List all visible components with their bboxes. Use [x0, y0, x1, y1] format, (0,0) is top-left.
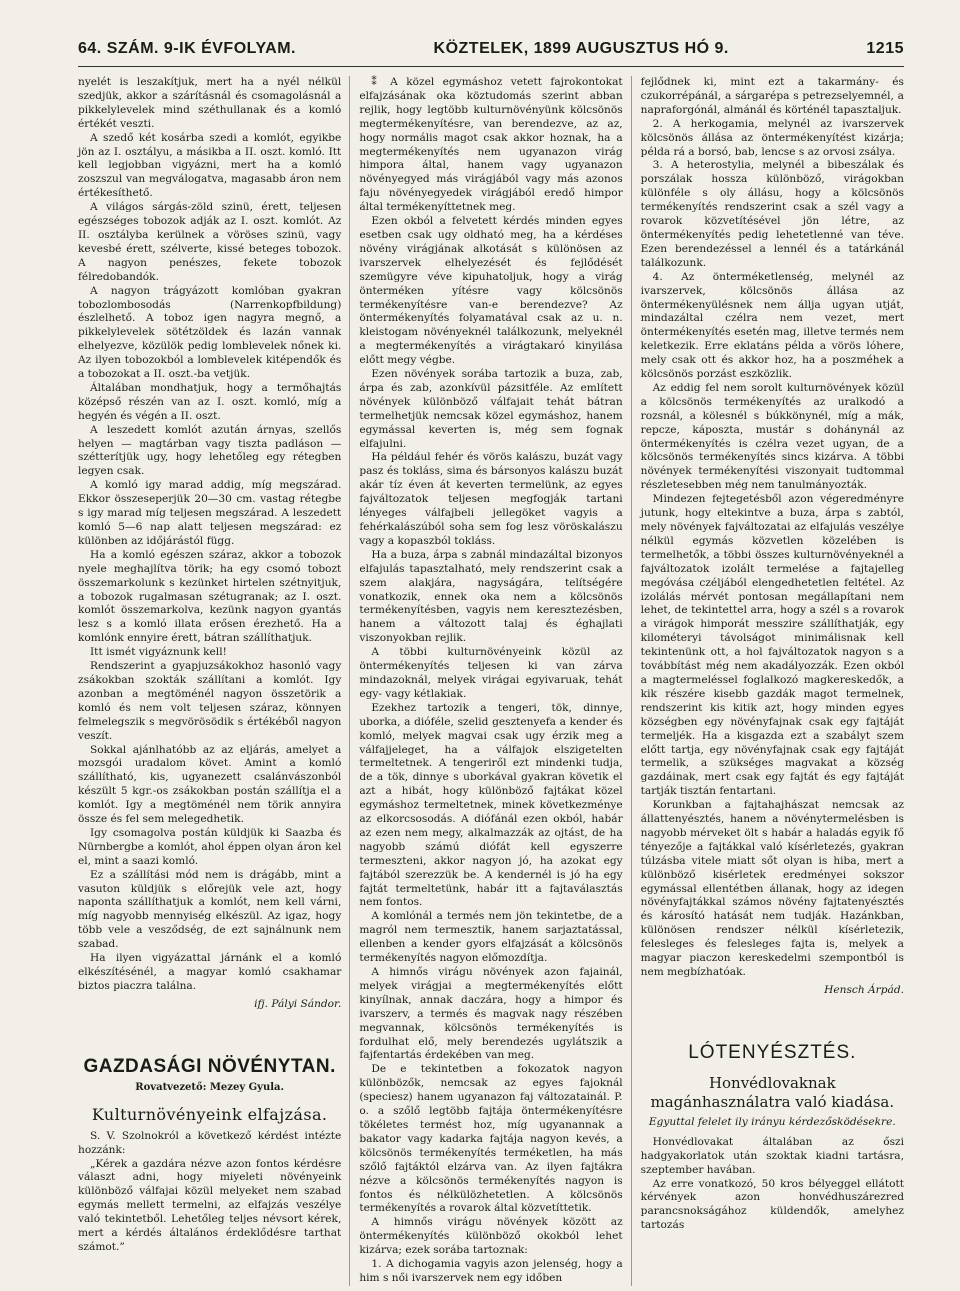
column-left [78, 76, 341, 1286]
article-subtitle: Egyuttal felelet ily irányu kérdezősködésekre. [648, 1115, 896, 1128]
paragraph: Korunkban a fajtahajhászat nemcsak az állattenyésztés, hanem a növénytermelésben is nagyobb mérveket ölt s habár a haladás egyik fő tényezője a fajtákkal való kísérletezés, gyakran túlzásba vitele miatt sőt olyan is hiba, mert a különböző kisérletek eredményei sokszor egymással ellentétben állanak, hogy az idegen növényfajtákkal számos növény fajtatenyésztés és károsító hatását nem tudják. Hazánkban, különösen rendszer nélkül kísérletezik, felesleges és felesleges fajta is, melyek a magyar piaczon kereskedelmi szempontból is nem megbízhatóak. [640, 799, 904, 978]
paragraph: Ha a buza, árpa s zabnál mindazáltal bizonyos elfajulás tapasztalható, mely rendszerint csak a szem alakjára, nagyságára, telítségére vonatkozik, ennek oka nem a kölcsönös termékenyítésben, vagyis nem keresztezésben, hanem a változott talaj és éghajlati viszonyokban rejlik. [359, 548, 623, 645]
paragraph: S. V. Szolnokról a következő kérdést intézte hozzánk: [78, 1129, 342, 1156]
section-title: LÓTENYÉSZTÉS. [688, 1041, 857, 1063]
paragraph: Rendszerint a gyapjuzsákokhoz hasonló vagy zsákokban szokták szállítani a komlót. Igy azonban a megtöménél nagyon összetörik a komló és nem volt teljesen száraz, könnyen felmelegszik s megvörösödik s értékéből nagyon veszít. [78, 660, 342, 742]
column-middle [359, 76, 622, 1286]
paragraph: A többi kulturnövényeink közül az öntermékenyítés teljesen ki van zárva mindazoknál, melyek virágai egyivaruak, tehát egy- vagy kétlakiak. [359, 646, 623, 700]
paragraph: A leszedett komlót azután árnyas, szellős helyen — magtárban vagy tiszta padláson — szétterítjük ugy, hogy lehetőleg egy rétegben legyen csak. [78, 423, 342, 478]
author-signature: ifj. Pályi Sándor. [254, 997, 342, 1010]
section-title: GAZDASÁGI NÖVÉNYTAN. [83, 1055, 336, 1077]
article-title: Honvédlovaknak magánhasználatra való kiadása. [650, 1073, 895, 1111]
paragraph: A komló igy marad addig, míg megszárad. Ekkor összeseperjük 20—30 cm. vastag rétegbe s igy marad míg teljesen megszárad. A leszedett komló 5—6 nap alatt teljesen megszárad: ez különben az időjárástól függ. [78, 479, 342, 547]
paragraph: Mindezen fejtegetésből azon végeredményre jutunk, hogy eltekintve a buza, árpa s zabtól, mely növények fajváltozatai az elfajulás veszélye nélkül egymás közvetlen közelében is termelhetők, a többi összes kulturnövényeknél a fajváltozatok izolált termelése a fajtajelleg megóvása czéljából elengedhetetlen feltétel. Az izolálás mérvét pontosan megállapítani nem lehet, de tekintettel arra, hogy a szél s a rovarok a virágok himporát messzire szállíthatják, egy kilométeryi távolságot minimálisnak kell tekintenünk ott, a hol fajváltozatok nagyon s a továbbítást még nem akadályozzák. Ezen okból a magtermeléssel foglalkozó magkereskedők, a kik részére kisebb gazdák magot termelnek, rendszerint kis kitik azt, hogy minden egyes községben egy növényfajnak csak egy fajtáját termeljék. Ha a kisgazda ezt a szabályt szem előtt tartja, egy növényfajnak csak egy fajtáját termelik, a szükséges magvakat a község gazdáinak, mert csak egy fajtát és egy fajtáját tartják tisztán fentartani. [640, 493, 904, 798]
list-item: 1. A dichogamia vagyis azon jelenség, hogy a him s női ivarszervek nem egy időben [359, 1258, 623, 1284]
publication-date: KÖZTELEK, 1899 AUGUSZTUS HÓ 9. [433, 40, 729, 57]
paragraph: Az erre vonatkozó, 50 kros bélyeggel ellátott kérvények azon honvédhuszárezred parancsnokságához küldendők, amelyhez tartozás [640, 1177, 904, 1232]
paragraph: Ha ilyen vigyázattal járnánk el a komló elkészítésénél, a magyar komló csakhamar biztos piaczra találna. [78, 952, 342, 992]
paragraph: A komlónál a termés nem jön tekintetbe, de a magról nem termesztik, hanem sarjaztatással, ellenben a kender gyors elfajzását a kölcsönös termékenyítés nagyon előmozdítja. [359, 910, 623, 965]
paragraph: Ezekhez tartozik a tengeri, tök, dinnye, uborka, a dióféle, szelid gesztenyefa a kender és komló, melyek magvai csak ugy érzik meg a válfajjeleget, ha a válfajok elszigetelten termeltetnek. A tengeriről ezt mindenki tudja, de a tök, dinnye s uborkával gyakran követik el azt a hibát, hogy különböző fajtákat közel egymáshoz termeltetnek, minek következménye az elkorcsosodás. A diófánál ezen okból, habár az ezen nem megy, alkalmazzák az ojtást, de ha nagyobb számú diófát kell egyszerre termeszteni, akkor nagyon jó, ha azokat egy fajtából szerezzük be. A kendernél is jó ha egy fajtát termeltetünk, habár itt a fajtaválasztás nem fontos. [359, 701, 623, 909]
paragraph: nyelét is leszakítjuk, mert ha a nyél nélkül szedjük, akkor a szárításnál és csomagolásnál a pikkelylevelek mind széthullanak és a komló értékét veszti. [78, 76, 342, 130]
paragraph: Általában mondhatjuk, hogy a termőhajtás középső részén van az I. oszt. komló, míg a hegyén és végén a II. oszt. [78, 381, 342, 422]
paragraph: Ezen okból a felvetett kérdés minden egyes esetben csak ugy oldható meg, ha a kérdéses növény virágjának alkotását s különösen az ivarszervek elhelyezését és fejlődését szemügyre véve kipuhatoljuk, hogy a virág önterméken yítésre vagy kölcsönös termékenyítésre van-e berendezve? Az öntermékenyítés folyamatával csak az u. n. kleistogam növényeknél találkozunk, melyeknél a megtermékenyítés a virágtakaró kinyilása előtt megy végbe. [359, 215, 623, 367]
section-editor: Rovatvezető: Mezey Gyula. [135, 1081, 285, 1093]
paragraph: 2. A herkogamia, melynél az ivarszervek kölcsönös állása az öntermékenyítést kizárja; példa rá a borsó, bab, lencse s az orvosi zsálya. [640, 117, 904, 158]
paragraph: Ha a komló egészen száraz, akkor a tobozok nyele meghajlítva törik; ha egy csomó tobozt összemarkolunk s kezünket hirtelen szétnyitjuk, a tobozok rugalmasan szétugranak; az I. oszt. komlót összemarkolva, kezünk nagyon gyantás lesz s a komló illata erősen érezhető. Ha a komlónk ennyire érett, bátran szállíthatjuk. [78, 548, 342, 645]
paragraph: A himnős virágu növények azon fajainál, melyek virágjai a megtermékenyítés előtt kinyílnak, annak daczára, hogy a himpor és ivarszerv, a termés és magvak nagy részében megvannak, kölcsönös termékenyítés is fordulhat elő, mely berendezés ugylátszik a fajfentartás érdekében van meg. [359, 966, 623, 1062]
paragraph: Az eddig fel nem sorolt kulturnövények közül a kölcsönös termékenyítés az uralkodó a rozsnál, a kölesnél s búkkönynél, míg a mák, repcze, káposzta, mustár s dohánynál az öntermékenyítés is czélra vezet ugyan, de a kölcsönös termékenyítés sincs kizárva. A többi növények termékenyítési viszonyait tudtommal részletesebben még nem tanulmányozták. [640, 381, 904, 492]
paragraph: fejlődnek ki, mint ezt a takarmány- és czukorrépánál, a sárgarépa s petrezselyemnél, a napraforgónál, almánál és körténél tapasztaljuk. [640, 76, 904, 116]
paragraph: A nagyon trágyázott komlóban gyakran tobozlombosodás (Narrenkopfbildung) észlelhető. A toboz igen nagyra megnő, a pikkelylevelek sötétzöldek és lazán vannak elhelyezve, közülök pedig lomblevelek nőnek ki. Az ilyen tobozokból a lomblevelek kitépendők és a tobozokat a II. oszt.-ba vetjük. [78, 284, 342, 381]
page-number: 1215 [866, 40, 904, 57]
paragraph: A világos sárgás-zöld szinü, érett, teljesen egészséges tobozok adják az I. oszt. komlót. Az II. osztályba kerülnek a vöröses szinü, vagy kevesbé érett, szélverte, kissé beteges tobozok. A nagyon penészes, fekete tobozok félredobandók. [78, 201, 342, 283]
issue-label: 64. SZÁM. 9-IK ÉVFOLYAM. [78, 40, 296, 57]
page-header [78, 40, 904, 64]
paragraph: „Kérek a gazdára nézve azon fontos kérdésre választ adni, hogy miyeleti növényeink különböző válfajai közül melyeket nem szabad egymás mellett termelni, az elfajzás veszélye való tekintetből. Lehetőleg teljes névsort kérek, mert a kérdés általános érdeklődésre tarthat számot.” [78, 1157, 342, 1253]
paragraph: 3. A heterostylia, melynél a bibeszálak és porszálak hossza különböző, virágokban különféle s oly állásu, hogy a kölcsönös termékenyítés rendszerint csak a szél vagy a rovarok közvetítésével jön létre, az öntermékenyítés pedig lehetetlenné van téve. Ezen berendezéssel a lennél és a tatárkánál találkozunk. [640, 159, 904, 269]
paragraph: Ez a szállítási mód nem is drágább, mint a vasuton küldjük s előrejük vele azt, hogy naponta szállíthatjuk a komlót, nem kell várni, míg nagyobb mennyiség elkészül. Az igaz, hogy több vele a vesződség, de ezt sajnálnunk nem szabad. [78, 868, 342, 951]
author-signature: Hensch Árpád. [824, 983, 904, 996]
paragraph: Igy csomagolva postán küldjük ki Saazba és Nürnbergbe a komlót, ahol éppen olyan áron kel el, mint a saazi komló. [78, 826, 342, 867]
paragraph: ⁑ A közel egymáshoz vetett fajrokontokat elfajzásának oka köztudomás szerint abban rejlik, hogy legtöbb kulturnövényünk kölcsönös megtermékenyítésre, van berendezve, az az, hogy normális magot csak akkor hoznak, ha a megtermékenyítés nem ugyanazon virág himpora által, hanem vagy ugyanazon növényegyed más virágjából vagy más azonos faju növényegyedek virágjából eredő himpor által termékenyíttetnek meg. [359, 76, 623, 214]
text-columns [78, 76, 904, 1284]
column-right [641, 76, 904, 1286]
paragraph: De e tekintetben a fokozatok nagyon különbözők, nemcsak az egyes fajoknál (speciesz) hanem ugyanazon faj változatainál. P. o. a szőlő legtöbb fajtája öntermékenyítésre tökéletes termést hoz, míg ugyanannak a bakator vagy kadarka fajtája nagyon kevés, a kölcsönös termékenyítés terméketlen, ha más szőlő fajtáktól elzárva van. Az ilyen fajtákra nézve a kölcsönös termékenyítés nagyon is fontos és nélkülözhetetlen. A kölcsönös termékenyítés a rovarok által közvetíttetik. [359, 1063, 623, 1215]
paragraph: Sokkal ajánlhatóbb az az eljárás, amelyet a mozsgói uradalom követ. Amint a komló szállítható, kis, ugyanezett csalánvászonból készült 5 kgr.-os zsákokban postán szállítja el a komlót. Igy a megtöménél nem törik annyira össze és fel sem melegedhetik. [78, 743, 342, 826]
paragraph: A himnős virágu növények között az öntermékenyítés különböző okokból lehet kizárva; ezek sorába tartoznak: [359, 1216, 623, 1257]
paragraph: Ha például fehér és vörös kalászu, buzát vagy pasz és tokláss, sima és bársonyos kalászu buzát akár tíz éven át keverten termelünk, az egyes fajváltozatok teljesen megfogják tartani lényeges válfajbeli jellegöket vagyis a fehérkalászúból soha sem fog lesz vöröskalászu vagy a kopaszból tokláss. [359, 451, 623, 547]
paragraph: Ezen növények sorába tartozik a buza, zab, árpa és zab, azonkívül pázsitféle. Az említett növények különböző válfajait tehát bátran termelhetjük nemcsak közel egymáshoz, hanem egymással keverten is, még sem fognak elfajulni. [359, 368, 623, 450]
paragraph: Honvédlovakat általában az őszi hadgyakorlatok után szoktak kiadni tartásra, szeptember havában. [640, 1135, 904, 1176]
article-title: Kulturnövényeink elfajzása. [91, 1104, 328, 1124]
paragraph: Itt ismét vigyáznunk kell! [90, 646, 227, 659]
header-rule [78, 66, 904, 67]
paragraph: A szedő két kosárba szedi a komlót, egyikbe jön az I. osztályu, a másikba a II. oszt. komló. Itt kell legjobban vigyázni, mert ha a komló zoszszul van megválogatva, magasabb áron nem értékesíthető. [78, 131, 342, 200]
paragraph: 4. Az önterméketlenség, melynél az ivarszervek, kölcsönös állása az öntermékenyülésnek nem állja ugyan utját, mindazáltal czélra nem vezet, mert öntermékenyítés esetén mag, illetve termés nem keletkezik. Erre eklatáns példa a vörös lóhere, mely csak ott és akkor hoz, ha a poszméhek a kölcsönös porzást eszközlik. [640, 270, 904, 381]
